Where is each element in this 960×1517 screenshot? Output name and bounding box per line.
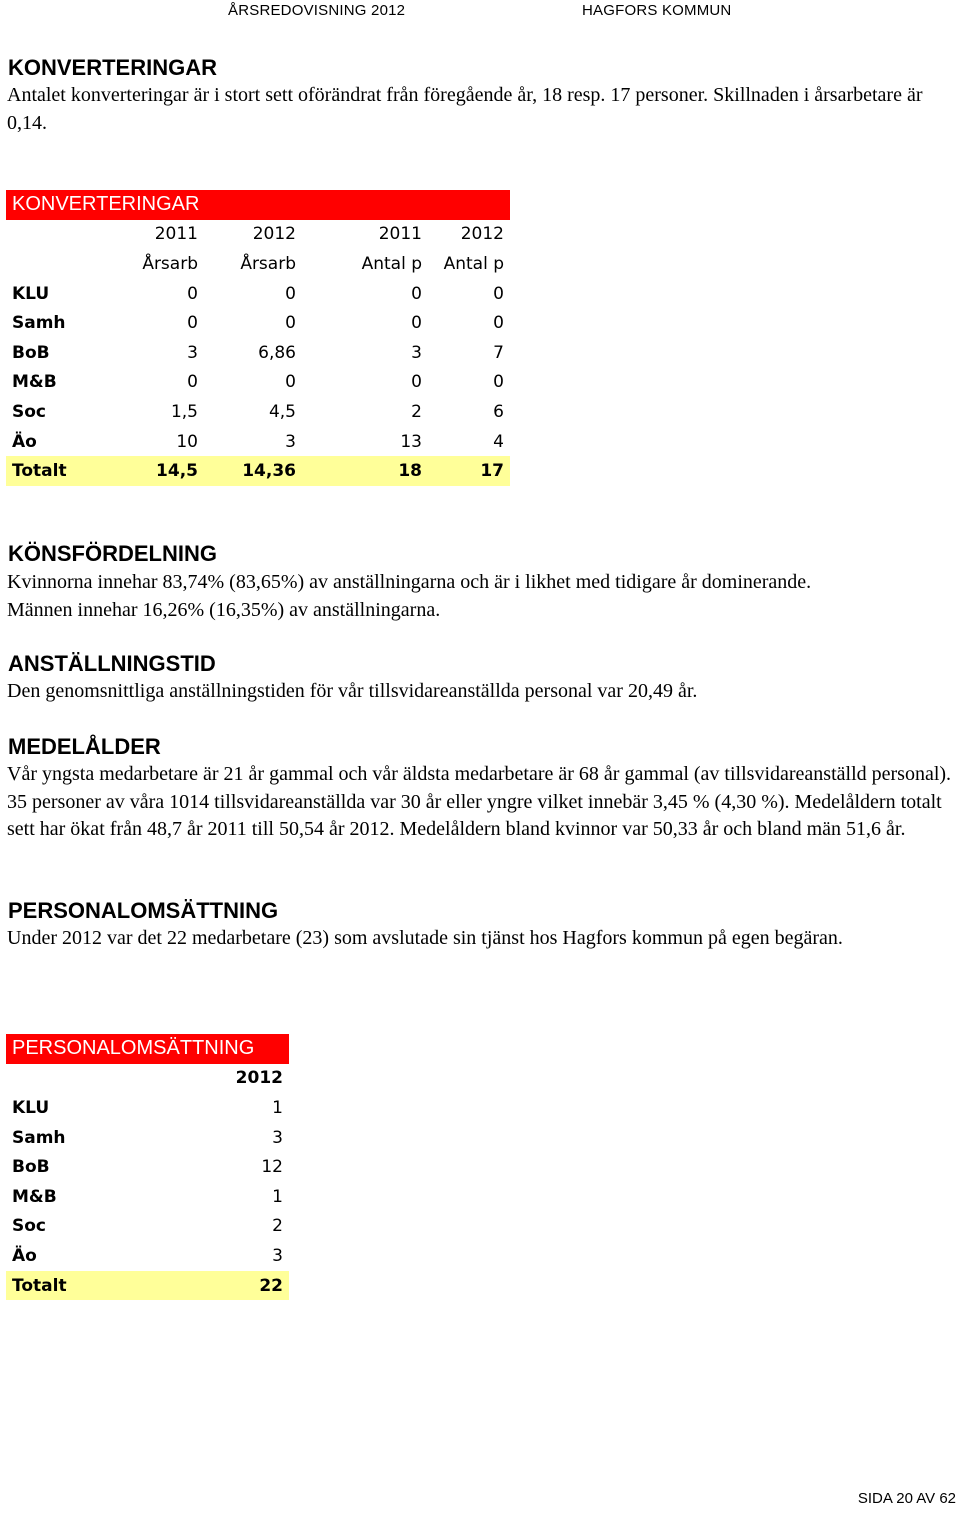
cell-value: 12 xyxy=(261,1157,283,1178)
row-label: Äo xyxy=(12,1245,37,1266)
cell-value: 0 xyxy=(285,313,296,334)
total-value: 14,5 xyxy=(120,456,204,486)
paragraph-medelalder: Vår yngsta medarbetare är 21 år gammal och vår äldsta medarbetare är 68 år gammal (av tillsvidareanställd personal). 35 personer av våra 1014 tillsvidareanställda var 30 år eller yngre vilket innebär 3,45 % (4,30 %). Medelåldern totalt sett har ökat från 48,7 år 2011 till 50,54 år 2012. Medelåldern bland kvinnor var 50,33 år och bland män 51,6 år. xyxy=(7,763,952,840)
paragraph-anstallningstid: Den genomsnittliga anställningstiden för vår tillsvidareanställda personal var 20,49 år. xyxy=(7,680,698,702)
cell-value: 6,86 xyxy=(258,342,296,363)
cell-value: 0 xyxy=(411,283,422,304)
table-row xyxy=(6,368,510,398)
heading-konverteringar: KONVERTERINGAR xyxy=(8,55,218,80)
cell-value: 4,5 xyxy=(268,401,296,422)
total-value: 17 xyxy=(428,456,510,486)
header-organization: HAGFORS KOMMUN xyxy=(582,2,732,19)
table-title-row xyxy=(6,190,510,220)
heading-personalomsattning: PERSONALOMSÄTTNING xyxy=(8,898,279,923)
col-header-year: 2012 xyxy=(235,1068,283,1089)
total-value: 14,36 xyxy=(204,456,302,486)
table-personalomsattning xyxy=(6,1034,289,1300)
table-row xyxy=(6,397,510,427)
paragraph-konsfordelning: Kvinnorna innehar 83,74% (83,65%) av anställningarna och är i likhet med tidigare år dominerande. Männen innehar 16,26% (16,35%) av anställningarna. xyxy=(7,571,812,621)
cell-value: 10 xyxy=(176,431,198,452)
row-label: BoB xyxy=(12,342,50,363)
row-label: M&B xyxy=(12,1186,57,1207)
cell-value: 4 xyxy=(493,431,504,452)
row-label: Soc xyxy=(12,1216,46,1237)
cell-value: 0 xyxy=(493,283,504,304)
cell-value: 3 xyxy=(411,342,422,363)
row-label: Samh xyxy=(12,1127,66,1148)
cell-value: 0 xyxy=(411,313,422,334)
table-row xyxy=(6,308,510,338)
cell-value: 3 xyxy=(272,1127,283,1148)
cell-value: 3 xyxy=(187,342,198,363)
table-row xyxy=(6,1093,289,1123)
table-header-years xyxy=(6,1064,289,1094)
cell-value: 0 xyxy=(411,372,422,393)
total-label: Totalt xyxy=(6,456,120,486)
cell-value: 6 xyxy=(493,401,504,422)
cell-value: 0 xyxy=(187,372,198,393)
cell-value: 0 xyxy=(187,283,198,304)
total-value: 18 xyxy=(302,456,428,486)
cell-value: 1 xyxy=(272,1186,283,1207)
row-label: Soc xyxy=(12,401,46,422)
row-label: BoB xyxy=(12,1157,50,1178)
table-header-units xyxy=(6,249,510,279)
row-label: KLU xyxy=(12,283,50,304)
table-title: KONVERTERINGAR xyxy=(6,190,510,220)
col-header-unit: Årsarb xyxy=(142,253,198,274)
heading-anstallningstid: ANSTÄLLNINGSTID xyxy=(8,651,216,676)
page-number: SIDA 20 AV 62 xyxy=(857,1490,956,1507)
table-konverteringar xyxy=(6,190,510,486)
table-title: PERSONALOMSÄTTNING xyxy=(6,1034,289,1064)
paragraph-personalomsattning: Under 2012 var det 22 medarbetare (23) som avslutade sin tjänst hos Hagfors kommun på egen begäran. xyxy=(7,927,843,949)
cell-value: 0 xyxy=(285,372,296,393)
cell-value: 0 xyxy=(285,283,296,304)
cell-value: 1 xyxy=(272,1097,283,1118)
cell-value: 0 xyxy=(493,313,504,334)
col-header-year: 2011 xyxy=(154,224,198,245)
row-label: M&B xyxy=(12,372,57,393)
table-row xyxy=(6,1241,289,1271)
cell-value: 2 xyxy=(411,401,422,422)
table-total-row xyxy=(6,456,510,486)
col-header-unit: Antal p xyxy=(443,253,504,274)
col-header-unit: Antal p xyxy=(361,253,422,274)
table-row xyxy=(6,1212,289,1242)
heading-konsfordelning: KÖNSFÖRDELNING xyxy=(8,541,217,566)
cell-value: 3 xyxy=(272,1245,283,1266)
table-row xyxy=(6,1182,289,1212)
cell-value: 0 xyxy=(493,372,504,393)
cell-value: 7 xyxy=(493,342,504,363)
paragraph-konverteringar: Antalet konverteringar är i stort sett oförändrat från föregående år, 18 resp. 17 personer. Skillnaden i årsarbetare är 0,14. xyxy=(7,84,923,134)
total-value: 22 xyxy=(120,1271,289,1301)
row-label: Samh xyxy=(12,313,66,334)
table-row xyxy=(6,338,510,368)
table-row xyxy=(6,1152,289,1182)
col-header-year: 2012 xyxy=(460,224,504,245)
cell-value: 3 xyxy=(285,431,296,452)
table-row xyxy=(6,279,510,309)
col-header-year: 2011 xyxy=(378,224,422,245)
row-label: KLU xyxy=(12,1097,50,1118)
cell-value: 0 xyxy=(187,313,198,334)
table-total-row xyxy=(6,1271,289,1301)
cell-value: 13 xyxy=(400,431,422,452)
col-header-year: 2012 xyxy=(252,224,296,245)
cell-value: 2 xyxy=(272,1216,283,1237)
cell-value: 1,5 xyxy=(170,401,198,422)
heading-medelalder: MEDELÅLDER xyxy=(8,734,161,759)
total-label: Totalt xyxy=(6,1271,120,1301)
col-header-unit: Årsarb xyxy=(240,253,296,274)
table-title-row xyxy=(6,1034,289,1064)
table-header-years xyxy=(6,220,510,250)
header-document-title: ÅRSREDOVISNING 2012 xyxy=(228,2,406,19)
table-row xyxy=(6,427,510,457)
row-label: Äo xyxy=(12,431,37,452)
table-row xyxy=(6,1123,289,1153)
